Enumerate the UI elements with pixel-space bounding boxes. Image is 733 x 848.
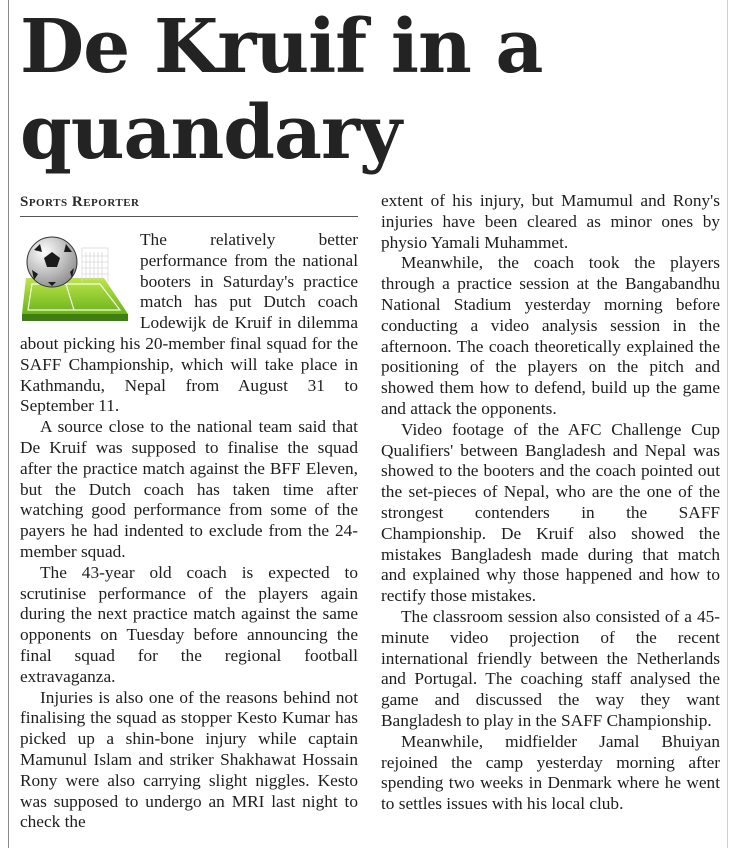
column-rule-left: [8, 0, 9, 848]
paragraph: Injuries is also one of the reasons behind not finalising the squad as stopper Kesto Kumar has picked up a shin-bone injury while captain Mamunul Islam and striker Shakhawat Hossain Rony were also carrying slight niggles. Kesto was supposed to undergo an MRI last night to check the: [20, 687, 358, 832]
article-column-right: [381, 191, 720, 815]
paragraph: The 43-year old coach is expected to scrutinise performance of the players again during the next practice match against the same opponents on Tuesday before announcing the final squad for the regional football extravaganza.: [20, 562, 358, 686]
paragraph: The classroom session also consisted of a 45-minute video projection of the recent international friendly between the Netherlands and Portugal. The coaching staff analysed the game and discussed the way they want Bangladesh to play in the SAFF Championship.: [381, 606, 720, 730]
paragraph: Meanwhile, midfielder Jamal Bhuiyan rejoined the camp yesterday morning after spending two weeks in Denmark where he went to settles issues with his local club.: [381, 731, 720, 814]
paragraph: extent of his injury, but Mamumul and Rony's injuries have been cleared as minor ones by physio Yamali Muhammet.: [381, 191, 720, 252]
paragraph: Meanwhile, the coach took the players through a practice session at the Bangabandhu National Stadium yesterday morning before conducting a video analysis session in the afternoon. The coach theoretically explained the positioning of the players on the pitch and showed them how to defend, build up the game and attack the opponents.: [381, 253, 720, 418]
byline: Sports Reporter: [20, 194, 358, 217]
paragraph: A source close to the national team said that De Kruif was supposed to finalise the squad after the practice match against the BFF Eleven, but the Dutch coach has taken time after watching good performance from some of the payers he had indented to exclude from the 24-member squad.: [20, 417, 358, 561]
article-column-left: [20, 230, 358, 833]
paragraph: Video footage of the AFC Challenge Cup Qualifiers' between Bangladesh and Nepal was showed to the booters and the coach pointed out the set-pieces of Nepal, who are the one of the strongest contenders in the SAFF Championship. De Kruif also showed the mistakes Bangladesh made during that match and explained why those happened and how to rectify those mistakes.: [381, 419, 720, 606]
paragraph: The relatively better performance from the national booters in Saturday's practice match has put Dutch coach Lodewijk de Kruif in dilemma about picking his 20-member final squad for the SAFF Championship, which will take place in Kathmandu, Nepal from August 31 to September 11.: [20, 230, 358, 416]
headline: De Kruif in a quandary: [20, 4, 543, 176]
football-pitch-icon: [20, 230, 130, 322]
column-rule-right: [727, 0, 728, 848]
